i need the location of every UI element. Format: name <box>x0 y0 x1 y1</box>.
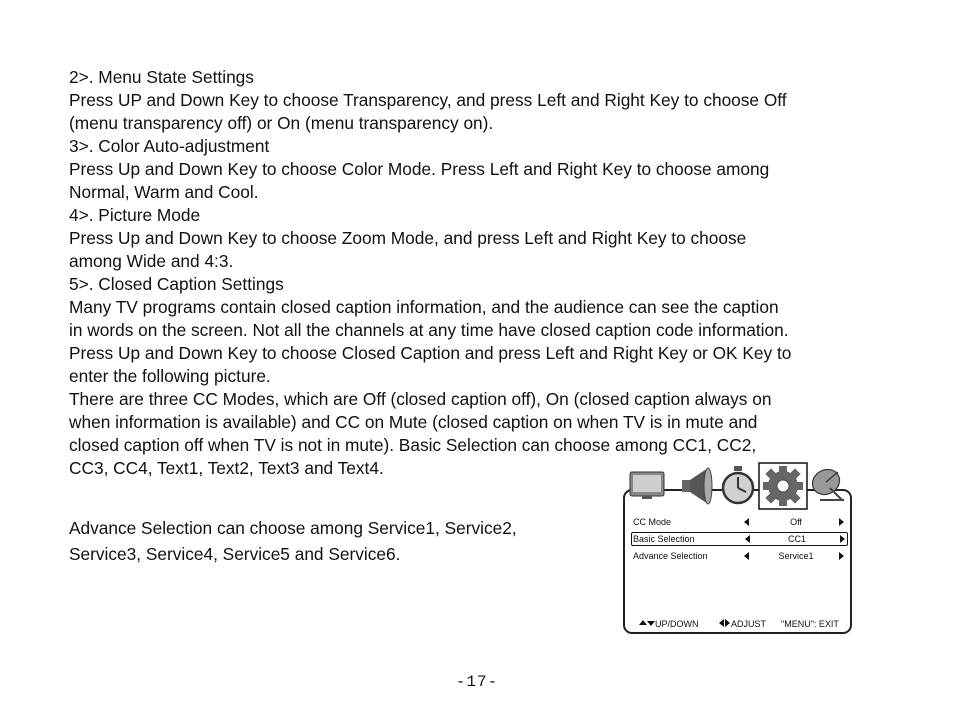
osd-row-label: Advance Selection <box>633 551 708 561</box>
text-line: enter the following picture. <box>69 366 271 386</box>
osd-row-basic-selection[interactable] <box>631 532 848 546</box>
text-line: There are three CC Modes, which are Off (closed caption off), On (closed caption always on <box>69 389 772 409</box>
text-line: CC3, CC4, Text1, Text2, Text3 and Text4. <box>69 458 384 478</box>
arrow-right-icon[interactable] <box>840 535 845 543</box>
speaker-icon[interactable] <box>682 468 712 504</box>
updown-hint-label: UP/DOWN <box>655 619 699 629</box>
timer-icon[interactable] <box>723 466 753 503</box>
heading-closed-caption: 5>. Closed Caption Settings <box>69 274 284 294</box>
up-down-arrows-icon <box>639 618 655 628</box>
text-line: closed caption off when TV is not in mute). Basic Selection can choose among CC1, CC2, <box>69 435 757 455</box>
adjust-hint-label: ADJUST <box>731 619 767 629</box>
osd-row-label: Basic Selection <box>633 534 695 544</box>
text-line: when information is available) and CC on Mute (closed caption on when TV is in mute and <box>69 412 758 432</box>
settings-gear-icon[interactable] <box>759 463 807 509</box>
left-right-arrows-icon <box>719 618 731 628</box>
arrow-right-icon[interactable] <box>839 518 844 526</box>
heading-picture-mode: 4>. Picture Mode <box>69 205 201 225</box>
text-line: Normal, Warm and Cool. <box>69 182 259 202</box>
text-line: (menu transparency off) or On (menu transparency on). <box>69 113 494 133</box>
text-line: Many TV programs contain closed caption information, and the audience can see the caption <box>69 297 779 317</box>
satellite-dish-icon[interactable] <box>808 465 844 500</box>
text-line: among Wide and 4:3. <box>69 251 234 271</box>
text-line: Press Up and Down Key to choose Closed Caption and press Left and Right Key or OK Key to <box>69 343 792 363</box>
osd-row-advance-selection[interactable] <box>631 549 848 563</box>
menu-exit-hint: "MENU": EXIT <box>781 619 839 629</box>
text-line: Press UP and Down Key to choose Transparency, and press Left and Right Key to choose Off <box>69 90 787 110</box>
page-number: -17- <box>455 673 499 691</box>
adjust-hint <box>719 618 766 630</box>
osd-row-cc-mode[interactable] <box>631 515 848 529</box>
updown-hint <box>639 618 699 630</box>
arrow-left-icon[interactable] <box>744 518 749 526</box>
arrow-left-icon[interactable] <box>745 535 750 543</box>
text-line: in words on the screen. Not all the channels at any time have closed caption code information. <box>69 320 789 340</box>
osd-icon-strip <box>628 462 853 510</box>
osd-row-label: CC Mode <box>633 517 672 527</box>
advance-selection-line: Advance Selection can choose among Service1, Service2, <box>69 518 517 538</box>
arrow-left-icon[interactable] <box>744 552 749 560</box>
advance-selection-line: Service3, Service4, Service5 and Service6. <box>69 544 401 564</box>
osd-menu-panel <box>623 489 852 634</box>
arrow-right-icon[interactable] <box>839 552 844 560</box>
osd-row-value: CC1 <box>787 534 806 544</box>
text-line: Press Up and Down Key to choose Color Mode. Press Left and Right Key to choose among <box>69 159 770 179</box>
heading-menu-state: 2>. Menu State Settings <box>69 67 254 87</box>
osd-row-value: Off <box>790 517 802 527</box>
text-line: Press Up and Down Key to choose Zoom Mode, and press Left and Right Key to choose <box>69 228 747 248</box>
heading-color-auto: 3>. Color Auto-adjustment <box>69 136 270 156</box>
osd-row-value: Service1 <box>778 551 814 561</box>
tv-screen-icon[interactable] <box>630 472 664 499</box>
